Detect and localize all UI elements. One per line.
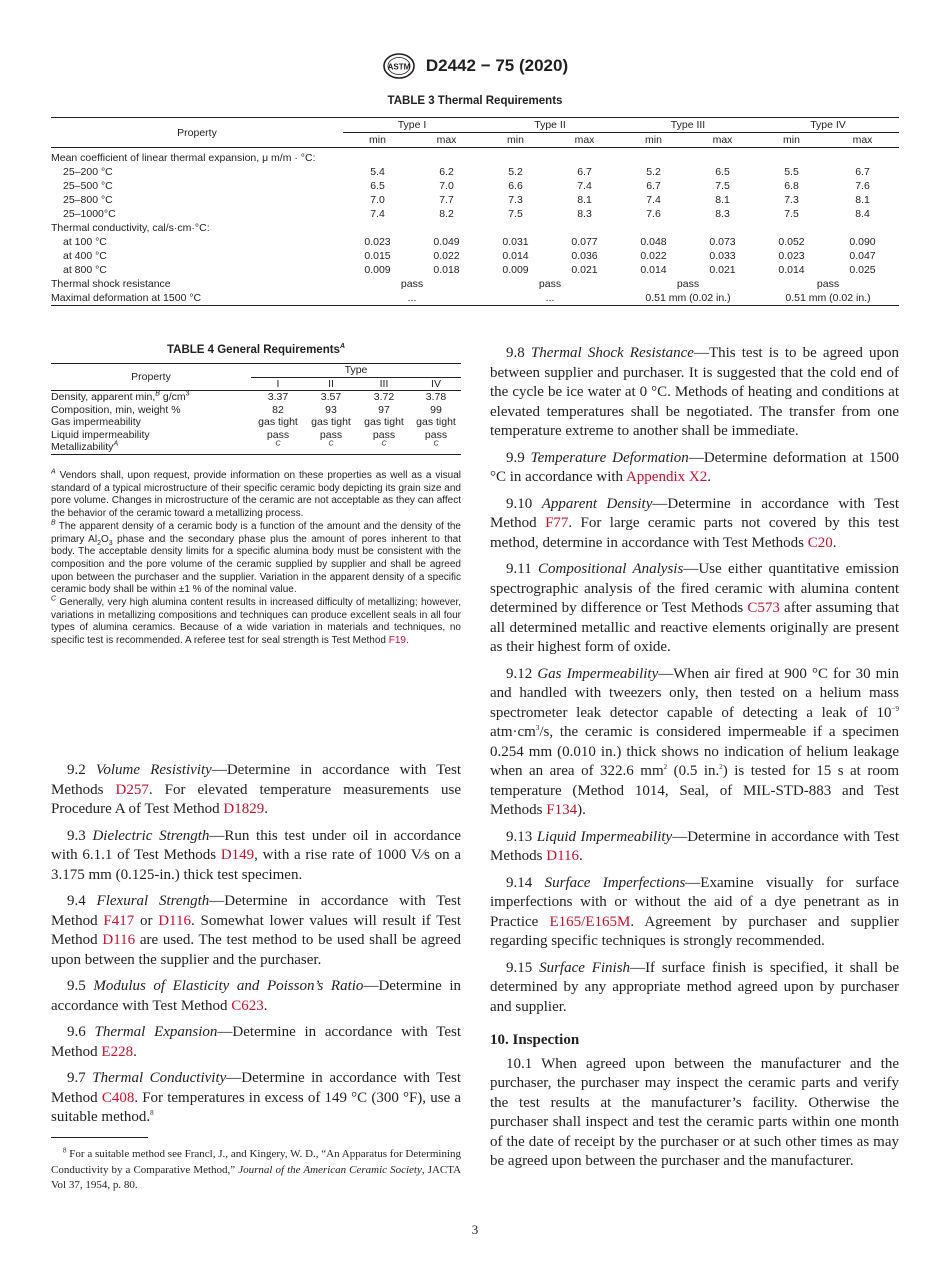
- table-cell: 5.2: [646, 166, 661, 178]
- table-cell: pass: [400, 278, 424, 290]
- link-c573[interactable]: C573: [747, 600, 780, 616]
- link-c408[interactable]: C408: [101, 1089, 135, 1106]
- table-cell: 7.4: [577, 180, 592, 192]
- table-cell: 0.021: [709, 264, 736, 276]
- row-label: Gas impermeability: [51, 416, 141, 428]
- link-f134[interactable]: F134: [546, 802, 578, 818]
- table3-min-header: min: [619, 133, 688, 148]
- table-cell: 6.7: [855, 166, 870, 178]
- section-10-heading: 10. Inspection: [490, 1032, 580, 1048]
- table-cell: 7.3: [508, 194, 523, 206]
- link-f417[interactable]: F417: [103, 912, 135, 929]
- row-label: Thermal conductivity, cal/s·cm·°C:: [51, 222, 210, 234]
- row-label: Maximal deformation at 1500 °C: [51, 291, 343, 306]
- footnote-8: $^8$ For a suitable method see Francl, J., and Kingery, W. D., “An Apparatus for Determining Conductivity by a Comparative Method,” Journal of the American Ceramic Society, JACTA Vol 37, 1954, p. 80.: [51, 1146, 462, 1191]
- section-9-6: 9.6 Thermal Expansion—Determine in accordance with Test Method E228.: [51, 1024, 461, 1060]
- table-cell: 97: [378, 403, 390, 416]
- table-cell: 8.2: [439, 208, 454, 220]
- table-cell: 0.015: [364, 250, 391, 262]
- table-cell: 0.021: [571, 264, 598, 276]
- table-cell: 0.036: [571, 250, 598, 262]
- link-d116[interactable]: D116: [102, 932, 136, 948]
- table4-type-header: Type: [251, 364, 461, 378]
- link-f77[interactable]: F77: [545, 515, 569, 531]
- table-cell: [619, 148, 688, 166]
- section-9-10: 9.10 Apparent Density—Determine in accordance with Test Method F77. For large ceramic parts not covered by this test method, determine in accordance with Test Methods C20.: [490, 495, 900, 551]
- table-cell: 6.7: [577, 166, 592, 178]
- table-row: [51, 221, 899, 235]
- table3-max-header: max: [826, 133, 899, 148]
- table-cell: 8.1: [715, 194, 730, 206]
- table-row: [51, 404, 461, 417]
- table-cell: gas tight: [416, 416, 456, 428]
- table-cell: 6.5: [370, 180, 385, 192]
- table-cell: 0.023: [364, 236, 391, 248]
- table-cell: 7.5: [715, 180, 730, 192]
- table-row: [51, 179, 899, 193]
- table-cell: 7.5: [784, 208, 799, 220]
- table-cell: 0.51 mm (0.02 in.): [619, 291, 757, 306]
- table-cell: 0.073: [709, 236, 736, 248]
- table-cell: gas tight: [364, 416, 404, 428]
- table-row: [51, 391, 461, 404]
- table-cell: pass: [816, 278, 840, 290]
- row-label: 25–1000°C: [63, 208, 116, 220]
- left-column-text: [51, 761, 461, 1135]
- table4-type-col: II: [305, 377, 357, 391]
- table-cell: [343, 148, 412, 166]
- document-designation: D2442 − 75 (2020): [425, 56, 569, 75]
- table-cell: pass: [538, 278, 562, 290]
- table4-note-b: $^B$ The apparent density of a ceramic body is a function of the amount and the density of the primary $Al_2O_3$ phase and the secondary phase plus the amount of pores inherent to that body. The acceptable density limits for a specific alumina body must be consistent with the composition and the pore volume of the ceramic supplied by supplier and shall be agreed upon between the purchaser and the supplier. Variation in the apparent density of a specific ceramic body shall be within ±1 % of the nominal value.: [51, 519, 461, 596]
- row-label: Composition, min, weight %: [51, 403, 181, 416]
- row-label: Metallizability$^A$: [51, 441, 251, 454]
- table-row: [51, 263, 899, 277]
- table-cell: 8.4: [855, 208, 870, 220]
- table4-type-col: IV: [411, 377, 461, 391]
- table-cell: 7.4: [646, 194, 661, 206]
- table-row: [51, 277, 899, 291]
- table-cell: pass: [372, 428, 396, 441]
- table-cell: 3.78: [425, 391, 447, 403]
- table-cell: [757, 148, 826, 166]
- row-label: at 100 °C: [63, 236, 107, 248]
- table3-type-header: Type III: [619, 118, 757, 133]
- table3-body: [51, 148, 899, 306]
- row-label: Thermal shock resistance: [51, 278, 171, 290]
- table-cell: 0.009: [502, 264, 529, 276]
- table4-property-header: Property: [51, 364, 251, 391]
- table-row: [51, 291, 899, 306]
- table4-general-requirements: [51, 363, 461, 455]
- section-9-5: 9.5 Modulus of Elasticity and Poisson’s Ratio—Determine in accordance with Test Method C623.: [51, 978, 461, 1014]
- table3-min-header: min: [343, 133, 412, 148]
- row-label: Liquid impermeability: [51, 428, 150, 441]
- table-row: [51, 429, 461, 442]
- table-cell: 0.009: [364, 264, 391, 276]
- table-cell: 0.052: [778, 236, 805, 248]
- table-cell: C: [411, 441, 461, 454]
- section-9-13: 9.13 Liquid Impermeability—Determine in accordance with Test Methods D116.: [490, 828, 899, 864]
- table-cell: 6.7: [646, 180, 661, 192]
- link-e228[interactable]: E228: [101, 1043, 134, 1060]
- table-cell: 6.5: [715, 166, 730, 178]
- table-cell: pass: [319, 428, 343, 441]
- table-row: [51, 165, 899, 179]
- table-cell: 0.077: [571, 236, 598, 248]
- table-cell: 0.51 mm (0.02 in.): [757, 291, 899, 306]
- section-10-1: 10.1 When agreed upon between the manufacturer and the purchaser, the purchaser may inspect the ceramic parts and verify the test results at the manufacturer’s facility. Otherwise the purchaser shall inspect and test the ceramic parts within one month of the date of receipt by the purchaser or at such other times as may be agreed upon between the purchaser and the manufacturer.: [490, 1055, 899, 1169]
- table-row: [51, 148, 899, 166]
- table-row: [51, 207, 899, 221]
- table-cell: pass: [424, 428, 448, 441]
- table3-property-header: Property: [51, 118, 343, 148]
- footnote-ref[interactable]: 8: [150, 1109, 154, 1117]
- table-row: [51, 193, 899, 207]
- table-cell: 7.6: [646, 208, 661, 220]
- table-cell: gas tight: [258, 416, 298, 428]
- table-cell: 8.3: [577, 208, 592, 220]
- table-cell: ...: [481, 291, 619, 306]
- row-label: 25–200 °C: [63, 166, 113, 178]
- section-9-2: 9.2 Volume Resistivity—Determine in accordance with Test Methods D257. For elevated temperature measurements use Procedure A of Test Method D1829.: [51, 762, 461, 817]
- row-label: Mean coefficient of linear thermal expansion, μ m/m · °C:: [51, 152, 316, 164]
- link-e165[interactable]: E165/E165M: [549, 913, 631, 930]
- table-cell: ...: [343, 291, 481, 306]
- table-cell: pass: [266, 428, 290, 441]
- table-cell: 5.4: [370, 166, 385, 178]
- table-cell: 0.014: [778, 264, 805, 276]
- link-c20[interactable]: C20: [807, 534, 833, 551]
- section-9-14: 9.14 Surface Imperfections—Examine visually for surface imperfections with or without the aid of a dye penetrant as in Practice E165/E165M. Agreement by purchaser and supplier regarding specific techniques is strongly recommended.: [490, 874, 900, 949]
- table-row: [51, 249, 899, 263]
- table-cell: 7.0: [370, 194, 385, 206]
- link-appendix-x2[interactable]: Appendix X2: [625, 469, 708, 485]
- section-9-11: 9.11 Compositional Analysis—Use either quantitative emission spectrographic analysis of the fired ceramic with alumina content determined by difference or Test Methods C573 after assuming that all determined metallic and reactive elements originally are present as their highest form of oxide.: [490, 561, 899, 655]
- table3-min-header: min: [481, 133, 550, 148]
- section-9-12: 9.12 Gas Impermeability—When air fired at 900 °C for 30 min and handled with tweezers only, then tested on a helium mass spectrometer leak detector capable of detecting a leak of $10^{-9}$ $atm\cdot cm^3/s$, the ceramic is considered impermeable if a specimen 0.254 mm (0.010 in.) thick shows no indication of helium leakage when an area of 322.6 $mm^2$ (0.5 in.$^2$) is tested for 15 s at room temperature (Method 1014, Seal, of MIL-STD-883 and Test Methods F134).: [490, 665, 900, 818]
- table-cell: 8.1: [855, 194, 870, 206]
- table-cell: 6.2: [439, 166, 454, 178]
- table-cell: [412, 148, 481, 166]
- table-cell: 7.5: [508, 208, 523, 220]
- table-cell: [688, 221, 757, 235]
- page-header: [0, 52, 950, 84]
- table-cell: 8.1: [577, 194, 592, 206]
- table4-caption: TABLE 4 General Requirements$^A$: [166, 343, 346, 356]
- table3-type-header: Type II: [481, 118, 619, 133]
- table-cell: 0.014: [502, 250, 529, 262]
- table4-footnotes: [51, 470, 461, 648]
- table-cell: 0.023: [778, 250, 805, 262]
- table-cell: 0.018: [433, 264, 460, 276]
- table-cell: [481, 221, 550, 235]
- table3-min-header: min: [757, 133, 826, 148]
- section-9-7: 9.7 Thermal Conductivity—Determine in accordance with Test Method C408. For temperatures in excess of 149 °C (300 °F), use a suitable method.$^8$: [51, 1070, 461, 1125]
- table-cell: 0.022: [433, 250, 460, 262]
- table4-type-col: III: [357, 377, 411, 391]
- table-cell: 5.5: [784, 166, 799, 178]
- table-cell: 0.025: [849, 264, 876, 276]
- table-cell: [688, 148, 757, 166]
- table-row: [51, 441, 461, 454]
- table4-type-col: I: [251, 377, 305, 391]
- table-cell: 99: [430, 403, 442, 416]
- table4-note-c: $^C$ Generally, very high alumina content results in increased difficulty of metallizing; however, variations in metallizing compositions and techniques can produce excellent seals in all four types of alumina ceramics. Because of a wide variation in materials and techniques, no specific test is recommended. A referee test for seal strength is Test Method F19.: [51, 595, 461, 647]
- table-cell: 3.57: [320, 391, 342, 403]
- section-9-8: 9.8 Thermal Shock Resistance—This test is to be agreed upon between supplier and purchaser. It is suggested that the cold end of the cycle be ice water at 0 °C. Methods of heating and conditions at elevated temperatures shall be negotiated. The transfer from one temperature extreme to another shall be immediate.: [490, 345, 900, 439]
- section-9-3: 9.3 Dielectric Strength—Run this test under oil in accordance with 6.1.1 of Test Methods D149, with a rise rate of 1000 V⁄s on a 3.175 mm (0.125-in.) thick test specimen.: [51, 827, 462, 883]
- table-cell: 8.3: [715, 208, 730, 220]
- section-9-9: 9.9 Temperature Deformation—Determine deformation at 1500 °C in accordance with Appendix X2.: [490, 449, 899, 485]
- table3-thermal-requirements: [51, 117, 899, 306]
- table-cell: 7.7: [439, 194, 454, 206]
- table-cell: 6.6: [508, 180, 523, 192]
- table3-type-header: Type I: [343, 118, 481, 133]
- table-cell: [481, 148, 550, 166]
- table-cell: 0.033: [709, 250, 736, 262]
- table-cell: 5.2: [508, 166, 523, 178]
- table-cell: pass: [676, 278, 700, 290]
- section-9-4: 9.4 Flexural Strength—Determine in accordance with Test Method F417 or D116. Somewhat lower values will result if Test Method D116 are used. The test method to be used shall be agreed upon between the supplier and the purchaser.: [51, 893, 461, 968]
- table-cell: 7.3: [784, 194, 799, 206]
- table3-max-header: max: [688, 133, 757, 148]
- table-cell: 3.37: [267, 391, 289, 403]
- link-c623[interactable]: C623: [231, 997, 264, 1014]
- link-d116[interactable]: D116: [158, 912, 191, 929]
- row-label: Density, apparent min,$^B$ $g/cm^3$: [51, 390, 190, 403]
- link-d1829[interactable]: D1829: [223, 801, 265, 817]
- table-cell: 7.0: [439, 180, 454, 192]
- row-label: at 800 °C: [63, 264, 107, 276]
- table-cell: gas tight: [311, 416, 351, 428]
- link-d149[interactable]: D149: [220, 847, 255, 863]
- table3-max-header: max: [412, 133, 481, 148]
- table3-caption: TABLE 3 Thermal Requirements: [387, 95, 563, 107]
- row-label: 25–800 °C: [63, 194, 113, 206]
- table-cell: 7.6: [855, 180, 870, 192]
- svg-text:ASTM: ASTM: [387, 62, 411, 72]
- table-cell: C: [305, 441, 357, 454]
- table-cell: 0.090: [849, 236, 876, 248]
- page-number: 3: [471, 1222, 479, 1237]
- table-cell: 0.047: [849, 250, 876, 262]
- table-cell: 0.049: [433, 236, 460, 248]
- table-cell: 0.022: [640, 250, 667, 262]
- row-label: 25–500 °C: [63, 180, 113, 192]
- astm-logo: [382, 52, 416, 80]
- table-cell: 3.72: [373, 391, 395, 403]
- table-cell: [550, 221, 619, 235]
- table-cell: [757, 221, 826, 235]
- table-row: [51, 235, 899, 249]
- table-cell: C: [357, 441, 411, 454]
- table3-max-header: max: [550, 133, 619, 148]
- row-label: at 400 °C: [63, 250, 107, 262]
- table-cell: [619, 221, 688, 235]
- table-cell: 7.4: [370, 208, 385, 220]
- table-cell: 93: [325, 403, 337, 416]
- table-cell: [412, 221, 481, 235]
- table-cell: [343, 221, 412, 235]
- table-cell: C: [251, 441, 305, 454]
- table-cell: 6.8: [784, 180, 799, 192]
- table-cell: 82: [272, 403, 284, 416]
- table4-note-a: $^A$ Vendors shall, upon request, provide information on these properties as well as a visual standard of a typical microstructure of their specific ceramic body depicting its grain size and pore volume. Changes in microstructure of the ceramic are not acceptable as they can affect the behavior of the ceramic toward a metallizing process.: [51, 468, 461, 520]
- table-cell: [550, 148, 619, 166]
- table-cell: 0.014: [640, 264, 667, 276]
- link-d116[interactable]: D116: [546, 848, 580, 864]
- right-column-text: [490, 344, 899, 1179]
- table-cell: [826, 148, 899, 166]
- link-f19[interactable]: F19: [388, 635, 406, 647]
- table-cell: 0.031: [502, 236, 529, 248]
- table-cell: 0.048: [640, 236, 667, 248]
- link-d257[interactable]: D257: [115, 781, 149, 798]
- table-cell: [826, 221, 899, 235]
- section-9-15: 9.15 Surface Finish—If surface finish is specified, it shall be determined by any appropriate method agreed upon by purchaser and supplier.: [490, 959, 899, 1015]
- table3-type-header: Type IV: [757, 118, 899, 133]
- table-row: [51, 416, 461, 429]
- footnote-divider: [51, 1137, 148, 1138]
